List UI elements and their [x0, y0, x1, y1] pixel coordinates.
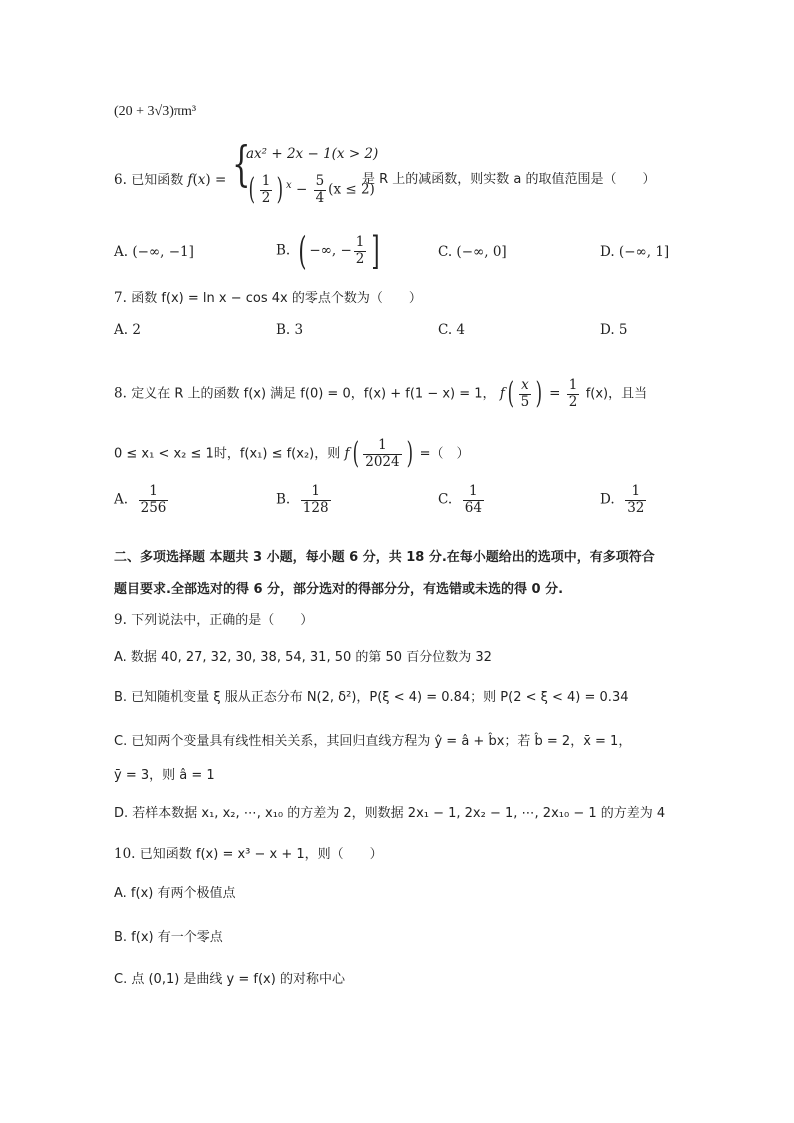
q10-number: 10. — [114, 846, 136, 862]
q7-option-b: B. 3 — [276, 322, 304, 338]
q9-option-c-line2: ȳ = 3，则 â = 1 — [114, 768, 215, 783]
q8-option-a-den: 256 — [140, 499, 167, 516]
q7-option-c: C. 4 — [438, 322, 466, 338]
q6-prefix: 6. 已知函数 f(x) = — [114, 172, 227, 188]
q6-stem-suffix: 是 R 上的减函数，则实数 a 的取值范围是（ ） — [362, 172, 656, 187]
q8-line1: 8. 定义在 R 上的函数 f(x) 满足 f(0) = 0，f(x) + f(1 − x) = 1， f( $\frac{x}{5}$ ) = $\frac{1}{2}$ f(x)，且当 — [114, 376, 648, 412]
q6-option-d: D. (−∞, 1] — [600, 244, 670, 260]
q7-stem — [114, 290, 422, 307]
q6-number: 6. — [114, 172, 127, 188]
q8-line2: 0 ≤ x₁ < x₂ ≤ 1时，f(x₁) ≤ f(x₂)，则 f( $\frac{1}{2024}$ ) =（ ） — [114, 436, 470, 472]
prev-answer-tail: (20 + 3√3)πm³ — [114, 104, 197, 119]
q10-stem — [114, 846, 383, 863]
q9-stem — [114, 612, 313, 629]
q6-piece2: ( $\frac{1}{2}$ ) $^x$ − $\frac{5}{4}$ (x ≤ 2) — [248, 172, 375, 208]
q10-option-a: A. f(x) 有两个极值点 — [114, 886, 236, 901]
q6-piece1: ax² + 2x − 1(x > 2) — [246, 146, 379, 162]
q8-option-b-den: 128 — [302, 499, 329, 516]
q9-stem-text: 下列说法中，正确的是（ ） — [131, 613, 314, 628]
q6-option-c: C. (−∞, 0] — [438, 244, 507, 260]
q8-line2-text: 0 ≤ x₁ < x₂ ≤ 1时，f(x₁) ≤ f(x₂)，则 — [114, 446, 341, 462]
q8-option-c: C. $\frac{1}{64}$ — [438, 483, 482, 516]
q9-option-c-line1: C. 已知两个变量具有线性相关关系，其回归直线方程为 ŷ = â + b̂x；若 b̂ = 2，x̄ = 1， — [114, 734, 632, 749]
q8-number: 8. — [114, 385, 127, 402]
q8-option-b: B. $\frac{1}{128}$ — [276, 483, 329, 516]
q8-option-a: A. $\frac{1}{256}$ — [114, 483, 167, 516]
q6-option-b: B. ( −∞, − $\frac{1}{2}$ ] — [276, 229, 380, 273]
q8-option-c-den: 64 — [464, 499, 482, 516]
q6-piece2-cond: (x ≤ 2) — [328, 181, 375, 198]
q9-option-a: A. 数据 40, 27, 32, 30, 38, 54, 31, 50 的第 50 百分位数为 32 — [114, 650, 492, 665]
q7-stem-text: 函数 f(x) = ln x − cos 4x 的零点个数为（ ） — [131, 291, 422, 306]
q8-line1-text: 定义在 R 上的函数 f(x) 满足 f(0) = 0，f(x) + f(1 − x) = 1， — [131, 386, 496, 402]
q6-stem-prefix: 已知函数 — [131, 173, 184, 188]
q9-option-d: D. 若样本数据 x₁, x₂, ⋯, x₁₀ 的方差为 2，则数据 2x₁ − 1, 2x₂ − 1, ⋯, 2x₁₀ − 1 的方差为 4 — [114, 806, 666, 821]
q10-stem-text: 已知函数 f(x) = x³ − x + 1，则（ ） — [139, 847, 383, 862]
q7-number: 7. — [114, 290, 127, 306]
q10-option-c: C. 点 (0,1) 是曲线 y = f(x) 的对称中心 — [114, 972, 345, 987]
q8-option-d: D. $\frac{1}{32}$ — [600, 483, 645, 516]
q6-option-a: A. (−∞, −1] — [114, 244, 194, 260]
q8-line1-tail: f(x)，且当 — [585, 386, 648, 402]
q6-option-b-label: B. — [276, 242, 291, 259]
q9-option-b: B. 已知随机变量 ξ 服从正态分布 N(2, δ²)，P(ξ < 4) = 0.84；则 P(2 < ξ < 4) = 0.34 — [114, 690, 629, 705]
section2-line1: 二、多项选择题 本题共 3 小题，每小题 6 分，共 18 分.在每小题给出的选项中，有多项符合 — [114, 550, 655, 565]
q6-brace: { — [232, 136, 251, 192]
q6-option-b-value: −∞, − — [309, 242, 352, 259]
q8-line2-tail: =（ ） — [419, 446, 470, 462]
q7-option-a: A. 2 — [114, 322, 141, 338]
q8-option-d-den: 32 — [627, 499, 645, 516]
q7-option-d: D. 5 — [600, 322, 628, 338]
q9-number: 9. — [114, 612, 127, 628]
q10-option-b: B. f(x) 有一个零点 — [114, 930, 223, 945]
section2-line2: 题目要求.全部选对的得 6 分，部分选对的得部分分，有选错或未选的得 0 分. — [114, 582, 564, 597]
